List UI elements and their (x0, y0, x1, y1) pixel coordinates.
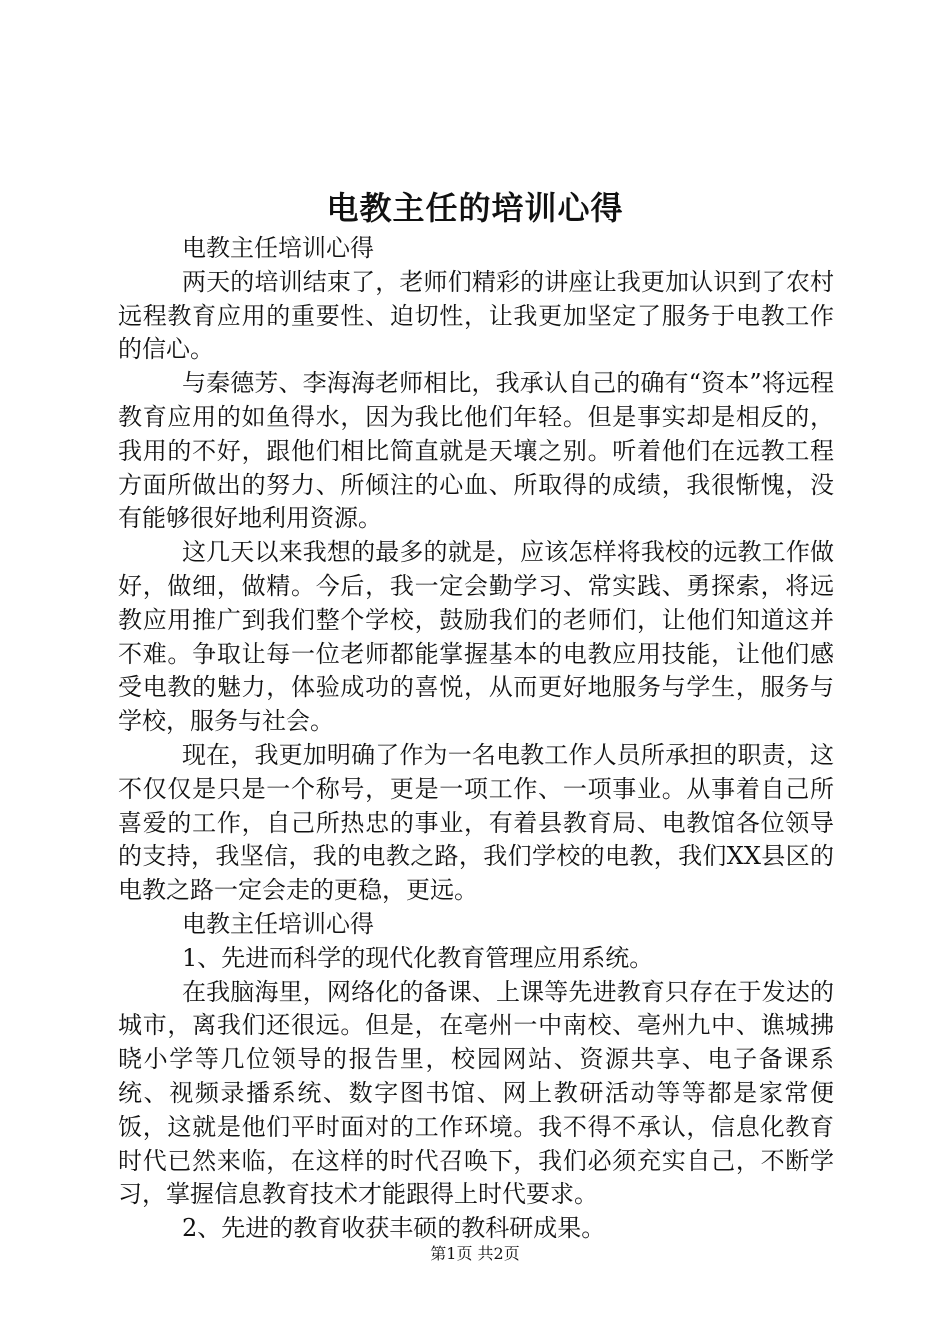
paragraph: 两天的培训结束了，老师们精彩的讲座让我更加认识到了农村远程教育应用的重要性、迫切性，让我更加坚定了服务于电教工作的信心。 (118, 267, 834, 364)
paragraph-heading-1: 1、先进而科学的现代化教育管理应用系统。 (182, 943, 654, 972)
page-footer: 第1页 共2页 (430, 1244, 520, 1263)
paragraph-subtitle-1: 电教主任培训心得 (182, 234, 374, 262)
paragraph-subtitle-2: 电教主任培训心得 (182, 909, 374, 938)
document-body (118, 232, 834, 1246)
document-title: 电教主任的培训心得 (326, 189, 624, 227)
paragraph: 现在，我更加明确了作为一名电教工作人员所承担的职责，这不仅仅是只是一个称号，更是一项工作、一项事业。从事着自己所喜爱的工作，自己所热忠的事业，有着县教育局、电教馆各位领导的支持，我坚信，我的电教之路，我们学校的电教，我们XX县区的电教之路一定会走的更稳，更远。 (118, 740, 834, 905)
paragraph: 这几天以来我想的最多的就是，应该怎样将我校的远教工作做好，做细，做精。今后，我一定会勤学习、常实践、勇探索，将远教应用推广到我们整个学校，鼓励我们的老师们，让他们知道这并不难。争取让每一位老师都能掌握基本的电教应用技能，让他们感受电教的魅力，体验成功的喜悦，从而更好地服务与学生，服务与学校，服务与社会。 (118, 538, 834, 736)
paragraph: 与秦德芳、李海海老师相比，我承认自己的确有“资本”将远程教育应用的如鱼得水，因为我比他们年轻。但是事实却是相反的，我用的不好，跟他们相比简直就是天壤之别。听着他们在远教工程方面所做出的努力、所倾注的心血、所取得的成绩，我很惭愧，没有能够很好地利用资源。 (118, 369, 834, 533)
paragraph: 在我脑海里，网络化的备课、上课等先进教育只存在于发达的城市，离我们还很远。但是，在亳州一中南校、亳州九中、谯城拂晓小学等几位领导的报告里，校园网站、资源共享、电子备课系统、视频录播系统、数字图书馆、网上教研活动等等都是家常便饭，这就是他们平时面对的工作环境。我不得不承认，信息化教育时代已然来临，在这样的时代召唤下，我们必须充实自己，不断学习，掌握信息教育技术才能跟得上时代要求。 (118, 977, 834, 1209)
paragraph-heading-2: 2、先进的教育收获丰硕的教科研成果。 (182, 1214, 606, 1243)
